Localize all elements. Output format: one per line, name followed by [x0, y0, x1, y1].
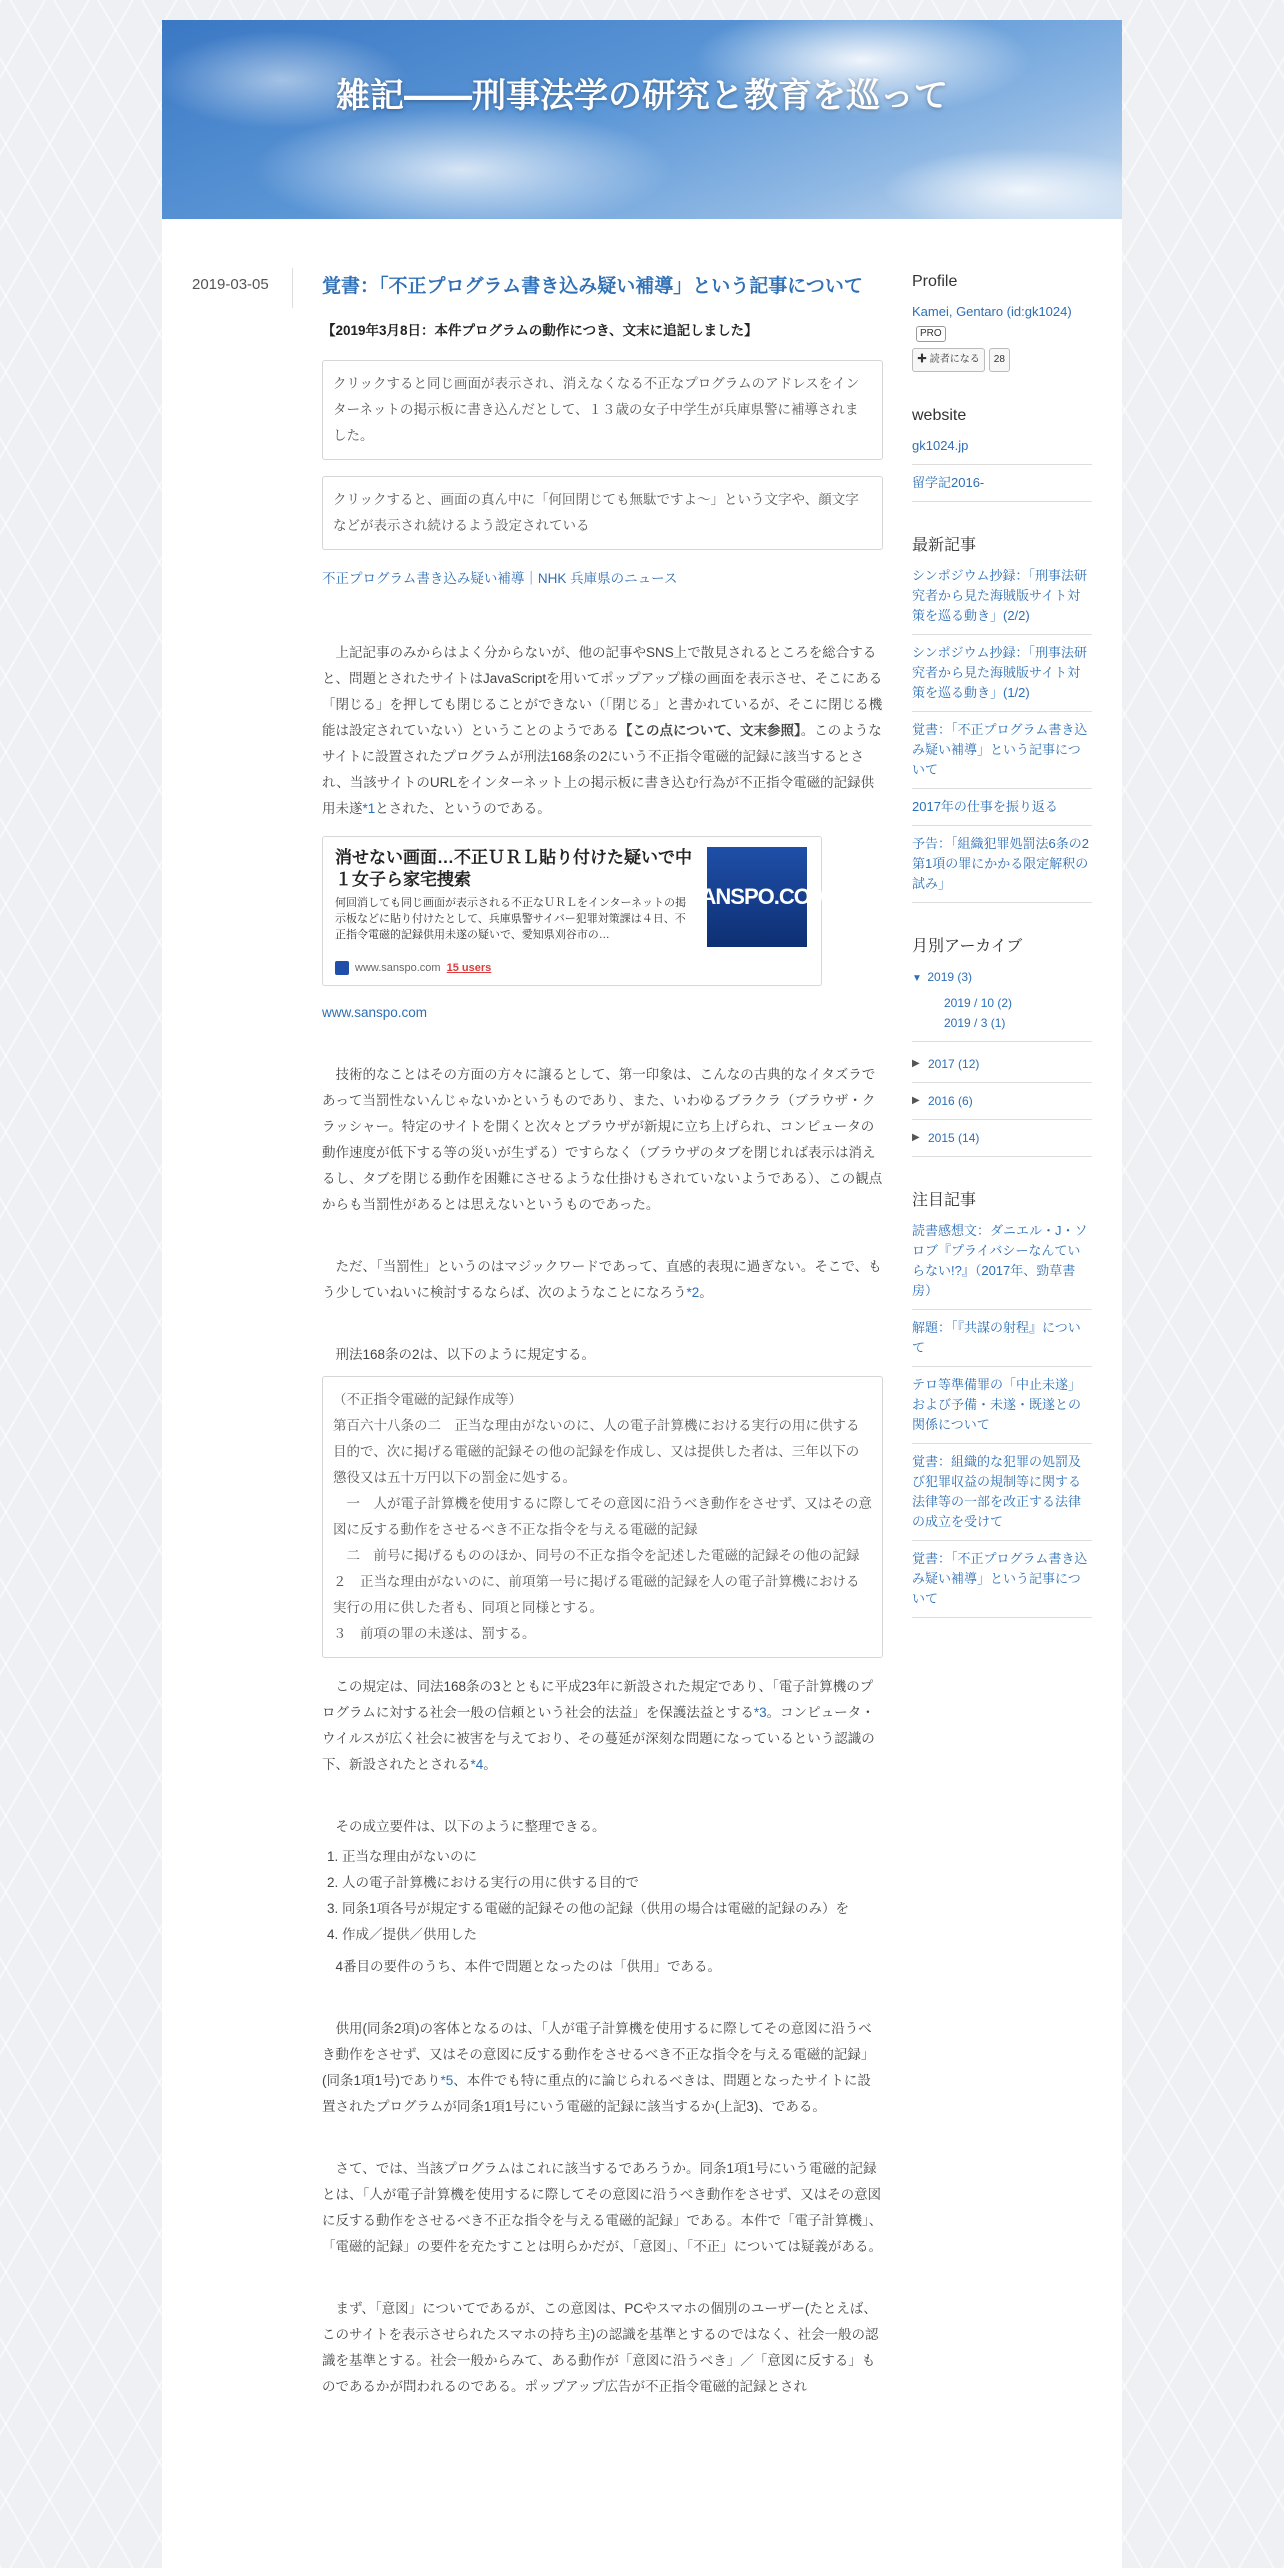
- law-line: 一 人が電子計算機を使用するに際してその意図に沿うべき動作をさせず、又はその意図に反する動作をさせるべき不正な指令を与える電磁的記録: [333, 1496, 872, 1537]
- archive-year-link[interactable]: 2015 (14): [928, 1131, 980, 1145]
- requirements-list: [322, 1844, 883, 1948]
- footnote-link-4[interactable]: *4: [470, 1757, 484, 1772]
- archive-year-2019[interactable]: [912, 967, 1092, 989]
- reader-row: [912, 348, 1092, 372]
- archive-month-link[interactable]: 2019 / 3 (1): [912, 1013, 1092, 1042]
- site-header: [162, 20, 1122, 219]
- entry-body: [322, 272, 883, 2400]
- list-item: 4. 作成／提供／供用した: [342, 1922, 883, 1948]
- archive-year-link[interactable]: 2017 (12): [928, 1057, 980, 1071]
- page-container: [162, 20, 1122, 2568]
- entry-title[interactable]: 覚書：「不正プログラム書き込み疑い補導」という記事について: [322, 276, 863, 297]
- embed-card[interactable]: [322, 836, 828, 986]
- sidebar-heading: 月別アーカイブ: [912, 938, 1023, 955]
- paragraph-10: まず、「意図」についてであるが、この意図は、PCやスマホの個別のユーザー(たとえば、このサイトを表示させられたスマホの持ち主)の認識を基準とするのではなく、社会一般の認識を基準とする。社会一般からみて、ある動作が「意図に沿うべき」／「意図に反する」ものであるかが問われるのである。ポップアップ広告が不正指令電磁的記録とされ: [322, 2301, 879, 2394]
- footnote-link-2[interactable]: *2: [686, 1285, 700, 1300]
- list-item: 1. 正当な理由がないのに: [342, 1844, 883, 1870]
- nhk-news-link[interactable]: 不正プログラム書き込み疑い補導｜NHK 兵庫県のニュース: [322, 571, 678, 586]
- sidebar-featured: [912, 1191, 1092, 1618]
- list-item: 2. 人の電子計算機における実行の用に供する目的で: [342, 1870, 883, 1896]
- sidebar-archive: [912, 937, 1092, 1157]
- featured-entry-link[interactable]: 解題：「『共謀の射程』について: [912, 1318, 1092, 1367]
- embed-card-title[interactable]: 消せない画面…不正ＵＲＬ貼り付けた疑いで中１女子ら家宅捜索: [335, 848, 692, 889]
- recent-entry-link[interactable]: シンポジウム抄録：「刑事法研究者から見た海賊版サイト対策を巡る動き」(1/2): [912, 643, 1092, 712]
- chevron-right-icon[interactable]: ▶: [912, 1095, 920, 1106]
- sidebar-recent-entries: [912, 536, 1092, 903]
- sidebar-heading: 注目記事: [912, 1192, 977, 1209]
- site-favicon-icon: [335, 961, 349, 975]
- featured-entry-link[interactable]: 覚書：組織的な犯罪の処罰及び犯罪収益の規制等に関する法律等の一部を改正する法律の成立を受けて: [912, 1452, 1092, 1541]
- law-line: ２ 正当な理由がないのに、前項第一号に掲げる電磁的記録を人の電子計算機における実行の用に供した者も、同項と同様とする。: [333, 1574, 860, 1615]
- archive-month-link[interactable]: 2019 / 10 (2): [944, 996, 1013, 1010]
- sidebar-heading: 最新記事: [912, 537, 977, 554]
- list-item: 3. 同条1項各号が規定する電磁的記録その他の記録（供用の場合は電磁的記録のみ）を: [342, 1896, 883, 1922]
- chevron-down-icon[interactable]: ▼: [912, 973, 922, 984]
- recent-entry-link[interactable]: 予告：「組織犯罪処罰法6条の2第1項の罪にかかる限定解釈の試み」: [912, 834, 1092, 903]
- chevron-right-icon[interactable]: ▶: [912, 1058, 920, 1069]
- website-link[interactable]: gk1024.jp: [912, 436, 1092, 465]
- website-link[interactable]: 留学記2016-: [912, 473, 1092, 502]
- blockquote-2: クリックすると、画面の真ん中に「何回閉じても無駄ですよ〜」という文字や、顔文字などが表示され続けるよう設定されている: [322, 476, 883, 550]
- entry-notice: 【2019年3月8日：本件プログラムの動作につき、文末に追記しました】: [322, 323, 758, 338]
- featured-entry-link[interactable]: 読書感想文：ダニエル・J・ソロブ『プライバシーなんていらない!?』（2017年、勁草書房）: [912, 1221, 1092, 1310]
- featured-entry-link[interactable]: テロ等準備罪の「中止未遂」および予備・未遂・既遂との関係について: [912, 1375, 1092, 1444]
- site-title[interactable]: 雑記――刑事法学の研究と教育を巡って: [336, 76, 948, 116]
- archive-year-link[interactable]: 2016 (6): [928, 1094, 973, 1108]
- embed-card-description: 何回消しても同じ画面が表示される不正なＵＲＬをインターネットの掲示板などに貼り付けたとして、兵庫県警サイバー犯罪対策課は４日、不正指令電磁的記録供用未遂の疑いで、愛知県刈谷市の…: [335, 897, 687, 941]
- emphasis-text: 【この点について、文末参照】: [619, 723, 801, 738]
- sidebar-website: [912, 406, 1092, 502]
- footnote-link-1[interactable]: *1: [362, 801, 376, 816]
- sidebar: [912, 272, 1092, 1652]
- recent-entry-link[interactable]: 2017年の仕事を振り返る: [912, 797, 1092, 826]
- reader-count: 28: [989, 348, 1010, 372]
- subscribe-button[interactable]: ✚ 読者になる: [912, 348, 985, 372]
- bookmark-users-badge[interactable]: 15 users: [446, 962, 492, 974]
- law-line: 第百六十八条の二 正当な理由がないのに、人の電子計算機における実行の用に供する目的で、次に掲げる電磁的記録その他の記録を作成し、又は提供した者は、三年以下の懲役又は五十万円以下の罰金に処する。: [333, 1418, 860, 1485]
- paragraph-8: 供用(同条2項)の客体となるのは、「人が電子計算機を使用するに際してその意図に沿うべき動作をさせず、又はその意図に反する動作をさせるべき不正な指令を与える電磁的記録」(同条1項1号)であり*5、本件でも特に重点的に論じられるべきは、問題となったサイトに設置されたプログラムが同条1項1号にいう電磁的記録に該当するか(上記3)、である。: [322, 2021, 875, 2114]
- law-line: 二 前号に掲げるもののほか、同号の不正な指令を記述した電磁的記録その他の記録: [333, 1548, 860, 1563]
- paragraph-6: その成立要件は、以下のように整理できる。: [335, 1819, 606, 1834]
- law-line: ３ 前項の罪の未遂は、罰する。: [333, 1626, 536, 1641]
- sanspo-link[interactable]: www.sanspo.com: [322, 1005, 428, 1020]
- profile-user-link[interactable]: Kamei, Gentaro (id:gk1024): [912, 304, 1072, 319]
- date-divider: [292, 268, 293, 308]
- paragraph-4: 刑法168条の2は、以下のように規定する。: [335, 1347, 596, 1362]
- archive-year-2016[interactable]: [912, 1091, 1092, 1120]
- archive-year-2017[interactable]: [912, 1054, 1092, 1083]
- archive-year-link[interactable]: 2019 (3): [927, 970, 973, 984]
- law-line: （不正指令電磁的記録作成等）: [333, 1392, 522, 1407]
- embed-card-domain: www.sanspo.com: [355, 962, 441, 974]
- pro-badge: PRO: [916, 326, 946, 342]
- entry-date[interactable]: 2019-03-05: [192, 276, 269, 293]
- embed-card-footer: [335, 955, 491, 981]
- footnote-link-3[interactable]: *3: [753, 1705, 767, 1720]
- paragraph-5: この規定は、同法168条の3とともに平成23年に新設された規定であり、「電子計算機のプログラムに対する社会一般の信頼という社会的法益」を保護法益とする*3。コンピュータ・ウイルスが広く社会に被害を与えており、その蔓延が深刻な問題になっているという認識の下、新設されたとされる*4。: [322, 1679, 875, 1772]
- footnote-link-5[interactable]: *5: [440, 2073, 454, 2088]
- archive-year-2015[interactable]: [912, 1128, 1092, 1157]
- blockquote-1: クリックすると同じ画面が表示され、消えなくなる不正なプログラムのアドレスをインターネットの掲示板に書き込んだとして、１３歳の女子中学生が兵庫県警に補導されました。: [322, 360, 883, 460]
- embed-card-image[interactable]: SANSPO.COM: [707, 847, 807, 947]
- featured-entry-link[interactable]: 覚書：「不正プログラム書き込み疑い補導」という記事について: [912, 1549, 1092, 1618]
- sidebar-heading: Profile: [912, 273, 958, 290]
- sidebar-heading: website: [912, 407, 967, 424]
- sidebar-profile: [912, 272, 1092, 372]
- paragraph-1: 上記記事のみからはよく分からないが、他の記事やSNS上で散見されるところを総合すると、問題とされたサイトはJavaScriptを用いてポップアップ様の画面を表示させ、そこにある「閉じる」を押しても閉じることができない（「閉じる」と書かれているが、そこに閉じる機能は設定されていない）ということのようである【この点について、文末参照】。このようなサイトに設置されたプログラムが刑法168条の2にいう不正指令電磁的記録に該当するとされ、当該サイトのURLをインターネット上の掲示板に書き込む行為が不正指令電磁的記録供用未遂*1とされた、というのである。: [322, 645, 883, 816]
- paragraph-3: ただ、「当罰性」というのはマジックワードであって、直感的表現に過ぎない。そこで、もう少していねいに検討するならば、次のようなことになろう*2。: [322, 1259, 882, 1300]
- law-quote: [322, 1376, 883, 1658]
- paragraph-9: さて、では、当該プログラムはこれに該当するであろうか。同条1項1号にいう電磁的記録とは、「人が電子計算機を使用するに際してその意図に沿うべき動作をさせず、又はその意図に反する動作をさせるべき不正な指令を与える電磁的記録」である。本件で「電子計算機」、「電磁的記録」の要件を充たすことは明らかだが、「意図」、「不正」については疑義がある。: [322, 2161, 883, 2254]
- chevron-right-icon[interactable]: ▶: [912, 1132, 920, 1143]
- paragraph-7: 4番目の要件のうち、本件で問題となったのは「供用」である。: [335, 1959, 722, 1974]
- recent-entry-link[interactable]: 覚書：「不正プログラム書き込み疑い補導」という記事について: [912, 720, 1092, 789]
- paragraph-2: 技術的なことはその方面の方々に譲るとして、第一印象は、こんなの古典的なイタズラであって当罰性ないんじゃないかというものであり、また、いわゆるブラクラ（ブラウザ・クラッシャー。特定のサイトを開くと次々とブラウザが新規に立ち上げられ、コンピュータの動作速度が低下する等の災いが生ずる）ですらなく（ブラウザのタブを閉じれば表示は消えるし、タブを閉じる動作を困難にさせるような仕掛けもされていないようである）、この観点からも当罰性があるとは思えないというものであった。: [322, 1067, 883, 1212]
- recent-entry-link[interactable]: シンポジウム抄録：「刑事法研究者から見た海賊版サイト対策を巡る動き」(2/2): [912, 566, 1092, 635]
